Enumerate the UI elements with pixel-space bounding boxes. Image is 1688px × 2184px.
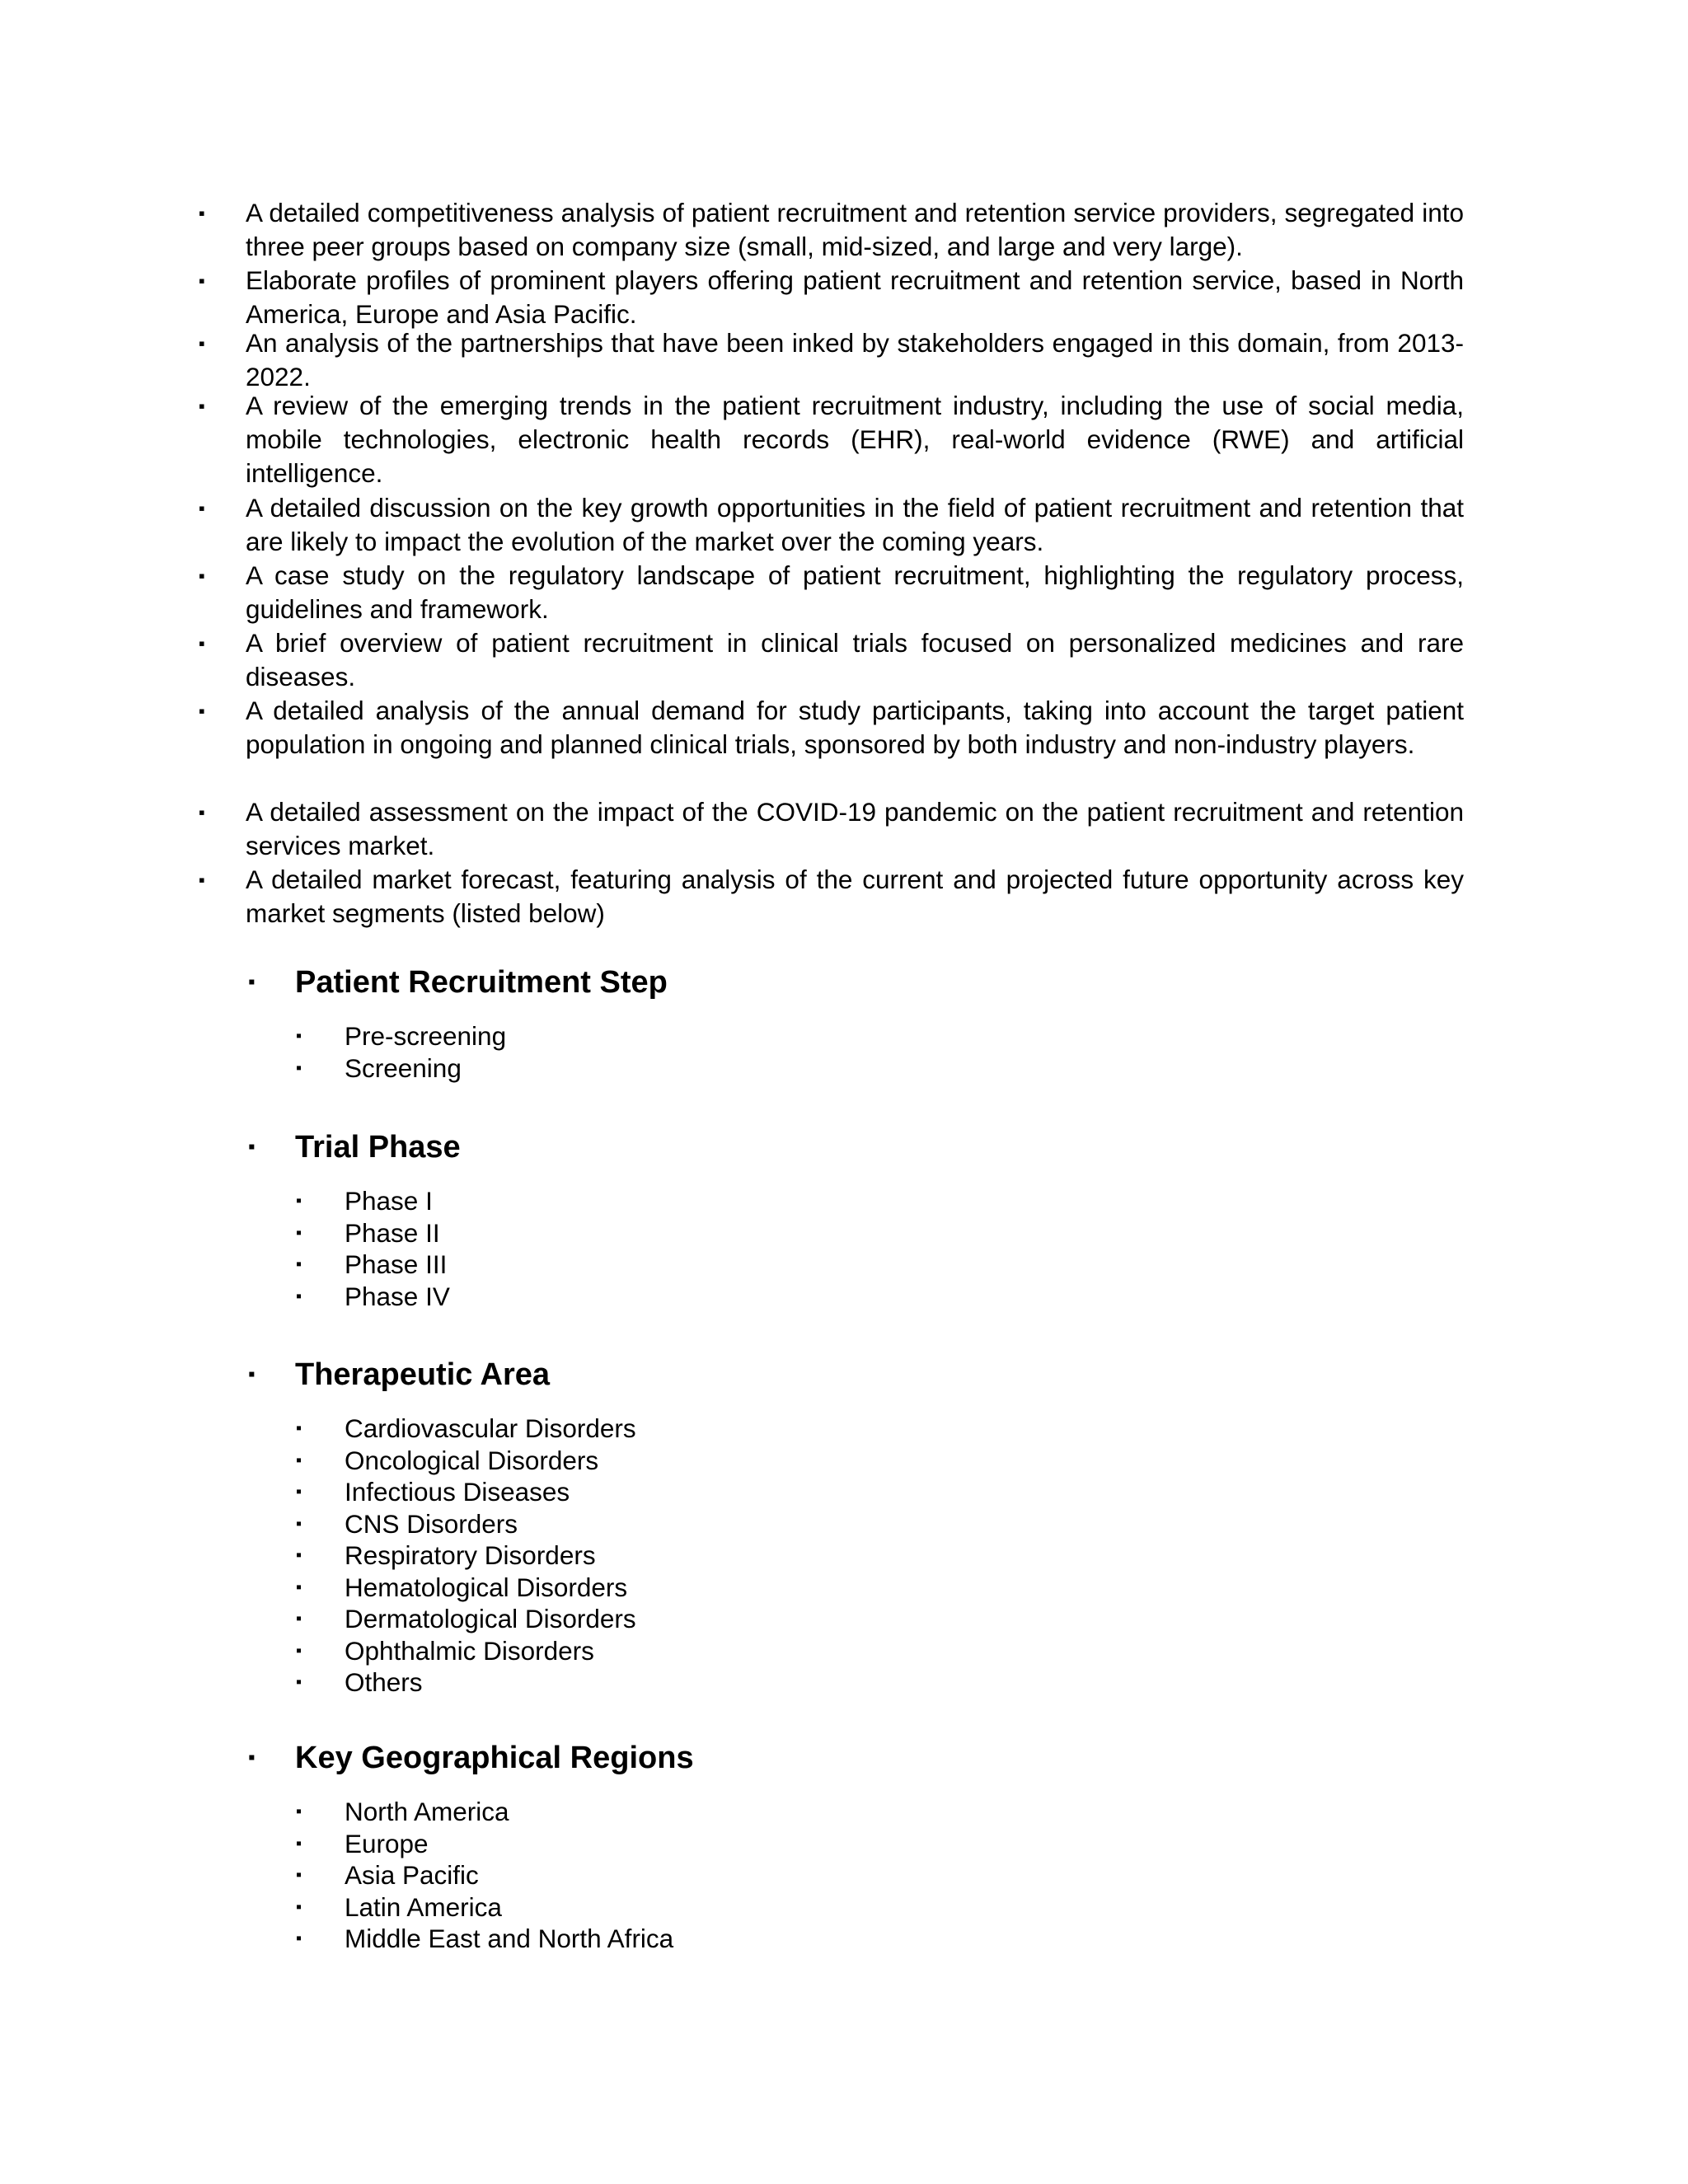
bullet-icon: ▪ <box>199 333 205 354</box>
list-item-label: Dermatological Disorders <box>345 1604 636 1633</box>
bullet-icon: ▪ <box>199 396 205 416</box>
list-item-label: Cardiovascular Disorders <box>345 1413 636 1443</box>
list-item-label: Middle East and North Africa <box>345 1924 674 1953</box>
list-item-label: Latin America <box>345 1891 502 1922</box>
bullet-icon: ▪ <box>296 1610 302 1628</box>
list-item-label: Infectious Diseases <box>345 1477 570 1507</box>
list-item <box>0 1217 1688 1249</box>
list-item-label: Europe <box>345 1828 429 1858</box>
list-item <box>0 1572 1688 1604</box>
list-item-label: Phase II <box>345 1217 440 1248</box>
bullet-icon: ▪ <box>296 1929 302 1947</box>
list-item <box>0 1635 1688 1667</box>
bullet-icon: ▪ <box>296 1514 302 1533</box>
list-item <box>0 491 1688 559</box>
bullet-icon: ▪ <box>199 701 205 721</box>
segment-heading <box>0 1732 1688 1784</box>
segment-heading <box>0 1121 1688 1174</box>
bullet-icon: ▪ <box>296 1286 302 1305</box>
list-item <box>0 1923 1688 1955</box>
segment-key-geographical-regions <box>0 1732 1688 1979</box>
list-item-text: A detailed market forecast, featuring analysis of the current and projected future opportunity across key market segments (listed below) <box>246 865 1464 928</box>
list-item <box>0 795 1688 863</box>
list-item-label: Phase III <box>345 1249 448 1279</box>
bullet-icon: ▪ <box>296 1419 302 1437</box>
segment-therapeutic-area <box>0 1348 1688 1732</box>
list-item-label: Ophthalmic Disorders <box>345 1635 594 1666</box>
bullet-icon: ▪ <box>248 1363 256 1385</box>
segment-heading <box>0 1348 1688 1401</box>
list-item-label: Oncological Disorders <box>345 1445 599 1475</box>
bullet-icon: ▪ <box>296 1641 302 1660</box>
bullet-icon: ▪ <box>296 1577 302 1596</box>
segment-items <box>0 1020 1688 1084</box>
list-item-label: Others <box>345 1667 423 1697</box>
bullet-icon: ▪ <box>199 498 205 518</box>
segment-items <box>0 1413 1688 1699</box>
segment-patient-recruitment-step <box>0 956 1688 1121</box>
bullet-icon: ▪ <box>296 1673 302 1691</box>
bullet-icon: ▪ <box>296 1027 302 1045</box>
list-item-text: A case study on the regulatory landscape of patient recruitment, highlighting the regulatory process, guidelines and framework. <box>246 560 1464 624</box>
list-item-label: Screening <box>345 1052 462 1083</box>
list-item-text: A detailed analysis of the annual demand for study participants, taking into account the target patient population in ongoing and planned clinical trials, sponsored by both industry and non-industry players. <box>246 696 1464 759</box>
list-item-label: Phase IV <box>345 1281 450 1311</box>
list-item <box>0 1249 1688 1281</box>
bullet-icon: ▪ <box>296 1546 302 1564</box>
list-item-text: A detailed assessment on the impact of the COVID-19 pandemic on the patient recruitment and retention services market. <box>246 797 1464 860</box>
segment-trial-phase <box>0 1121 1688 1348</box>
list-item <box>0 1796 1688 1828</box>
list-item-label: CNS Disorders <box>345 1508 518 1539</box>
list-item <box>0 196 1688 264</box>
list-item <box>0 1281 1688 1313</box>
list-item <box>0 264 1688 329</box>
list-item-label: Phase I <box>345 1186 433 1216</box>
list-item <box>0 1540 1688 1572</box>
list-item-text: A detailed discussion on the key growth opportunities in the field of patient recruitment and retention that are likely to impact the evolution of the market over the coming years. <box>246 493 1464 556</box>
bullet-icon: ▪ <box>199 869 205 890</box>
bullet-icon: ▪ <box>296 1483 302 1501</box>
bullet-icon: ▪ <box>248 1136 256 1158</box>
list-item-text: Elaborate profiles of prominent players offering patient recruitment and retention service, based in North America, Europe and Asia Pacific. <box>246 265 1464 329</box>
list-item <box>0 559 1688 626</box>
list-item <box>0 1052 1688 1085</box>
list-item <box>0 1666 1688 1699</box>
bullet-icon: ▪ <box>296 1802 302 1821</box>
bullet-icon: ▪ <box>296 1451 302 1469</box>
list-item <box>0 694 1688 795</box>
list-item <box>0 1020 1688 1052</box>
list-item <box>0 1185 1688 1217</box>
list-item-text: An analysis of the partnerships that have been inked by stakeholders engaged in this domain, from 2013-2022. <box>246 328 1464 391</box>
list-item <box>0 389 1688 491</box>
segment-title: Key Geographical Regions <box>295 1741 694 1775</box>
list-item <box>0 863 1688 930</box>
list-item <box>0 626 1688 694</box>
bullet-icon: ▪ <box>296 1255 302 1273</box>
list-item <box>0 1413 1688 1445</box>
list-item-label: North America <box>345 1797 509 1826</box>
list-item-text: A brief overview of patient recruitment in clinical trials focused on personalized medicines and rare diseases. <box>246 628 1464 691</box>
list-item-label: Pre-screening <box>345 1021 507 1051</box>
bullet-icon: ▪ <box>296 1897 302 1916</box>
segment-items <box>0 1185 1688 1312</box>
list-item <box>0 1445 1688 1477</box>
bullet-icon: ▪ <box>199 565 205 586</box>
list-item-text: A detailed competitiveness analysis of patient recruitment and retention service providers, segregated into three peer groups based on company size (small, mid-sized, and large and very large). <box>246 198 1464 261</box>
list-item-label: Hematological Disorders <box>345 1572 628 1602</box>
bullet-icon: ▪ <box>296 1058 302 1077</box>
bullet-icon: ▪ <box>296 1223 302 1242</box>
report-highlights-list <box>0 196 1688 930</box>
bullet-icon: ▪ <box>199 633 205 654</box>
list-item <box>0 1508 1688 1540</box>
list-item-text: A review of the emerging trends in the patient recruitment industry, including the use of social media, mobile technologies, electronic health records (EHR), real-world evidence (RWE) and artificial intelligence. <box>246 391 1464 488</box>
segment-title: Therapeutic Area <box>295 1357 551 1392</box>
bullet-icon: ▪ <box>248 1746 256 1769</box>
segment-heading <box>0 956 1688 1009</box>
bullet-icon: ▪ <box>296 1192 302 1210</box>
list-item <box>0 1476 1688 1508</box>
segment-items <box>0 1796 1688 1955</box>
list-item <box>0 1828 1688 1860</box>
bullet-icon: ▪ <box>199 802 205 823</box>
bullet-icon: ▪ <box>296 1866 302 1884</box>
bullet-icon: ▪ <box>296 1834 302 1853</box>
market-segments <box>0 956 1688 1979</box>
list-item-label: Asia Pacific <box>345 1860 479 1890</box>
bullet-icon: ▪ <box>248 971 256 993</box>
list-item <box>0 326 1688 389</box>
bullet-icon: ▪ <box>199 270 205 291</box>
bullet-icon: ▪ <box>199 203 205 223</box>
list-item <box>0 1859 1688 1891</box>
segment-title: Patient Recruitment Step <box>295 965 668 1000</box>
list-item-label: Respiratory Disorders <box>345 1540 596 1570</box>
list-item <box>0 1891 1688 1924</box>
list-item <box>0 1603 1688 1635</box>
segment-title: Trial Phase <box>295 1130 461 1165</box>
